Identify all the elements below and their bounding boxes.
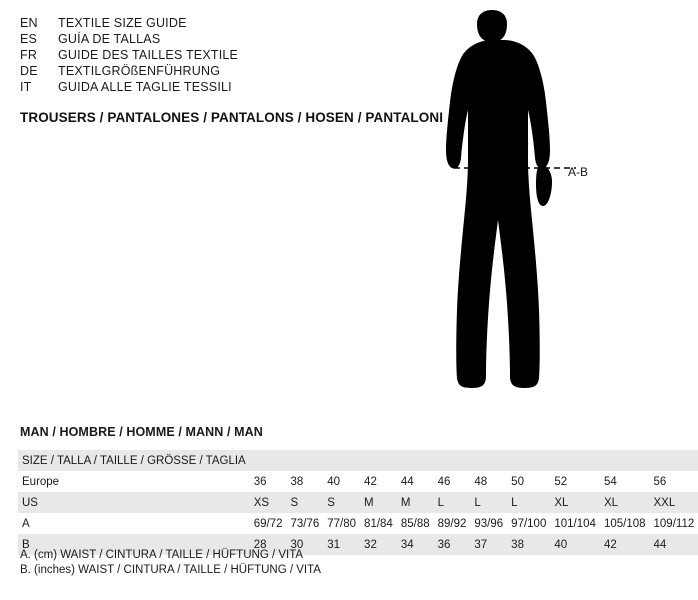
us-cell-2: S bbox=[286, 492, 323, 513]
language-title-it: GUIDA ALLE TAGLIE TESSILI bbox=[58, 80, 232, 94]
header-cell-3 bbox=[323, 450, 360, 471]
footnotes bbox=[20, 548, 321, 578]
us-cell-10: XL bbox=[600, 492, 650, 513]
header-cell-6 bbox=[434, 450, 471, 471]
a-cell-1: 69/72 bbox=[250, 513, 287, 534]
row-label-a: A bbox=[18, 513, 250, 534]
us-cell-3: S bbox=[323, 492, 360, 513]
language-row-de bbox=[20, 64, 420, 80]
us-cell-5: M bbox=[397, 492, 434, 513]
a-cell-3: 77/80 bbox=[323, 513, 360, 534]
language-code-en: EN bbox=[20, 16, 38, 30]
us-cell-8: L bbox=[507, 492, 550, 513]
europe-cell-8: 50 bbox=[507, 471, 550, 492]
b-cell-6: 36 bbox=[434, 534, 471, 555]
language-title-es: GUÍA DE TALLAS bbox=[58, 32, 161, 46]
footnote-b: B. (inches) WAIST / CINTURA / TAILLE / HÜFTUNG / VITA bbox=[20, 564, 321, 576]
a-cell-8: 97/100 bbox=[507, 513, 550, 534]
header-cell-9 bbox=[550, 450, 600, 471]
table-row-header bbox=[18, 450, 698, 471]
language-title-en: TEXTILE SIZE GUIDE bbox=[58, 16, 187, 30]
figure-illustration bbox=[410, 10, 600, 410]
us-cell-9: XL bbox=[550, 492, 600, 513]
us-cell-11: XXL bbox=[650, 492, 698, 513]
male-body-silhouette-icon bbox=[410, 10, 600, 410]
language-row-it bbox=[20, 80, 420, 96]
us-cell-6: L bbox=[434, 492, 471, 513]
row-label-us: US bbox=[18, 492, 250, 513]
language-code-fr: FR bbox=[20, 48, 38, 62]
a-cell-11: 109/112 bbox=[650, 513, 698, 534]
b-cell-9: 40 bbox=[550, 534, 600, 555]
language-title-de: TEXTILGRÖßENFÜHRUNG bbox=[58, 64, 221, 78]
a-cell-7: 93/96 bbox=[470, 513, 507, 534]
language-row-es bbox=[20, 32, 420, 48]
b-cell-1: 28 bbox=[250, 534, 287, 555]
b-cell-5: 34 bbox=[397, 534, 434, 555]
a-cell-6: 89/92 bbox=[434, 513, 471, 534]
table-row-a bbox=[18, 513, 698, 534]
size-table bbox=[18, 450, 698, 555]
b-cell-7: 37 bbox=[470, 534, 507, 555]
europe-cell-7: 48 bbox=[470, 471, 507, 492]
measure-label-ab: A-B bbox=[568, 165, 589, 179]
b-cell-3: 31 bbox=[323, 534, 360, 555]
header-cell-5 bbox=[397, 450, 434, 471]
table-row-europe bbox=[18, 471, 698, 492]
table-row-us bbox=[18, 492, 698, 513]
b-cell-10: 42 bbox=[600, 534, 650, 555]
header-cell-2 bbox=[286, 450, 323, 471]
europe-cell-1: 36 bbox=[250, 471, 287, 492]
europe-cell-9: 52 bbox=[550, 471, 600, 492]
language-row-en bbox=[20, 16, 420, 32]
europe-cell-11: 56 bbox=[650, 471, 698, 492]
header-cell-11 bbox=[650, 450, 698, 471]
language-code-de: DE bbox=[20, 64, 38, 78]
table-title: MAN / HOMBRE / HOMME / MANN / MAN bbox=[20, 425, 263, 439]
header-cell-1 bbox=[250, 450, 287, 471]
us-cell-4: M bbox=[360, 492, 397, 513]
a-cell-2: 73/76 bbox=[286, 513, 323, 534]
europe-cell-10: 54 bbox=[600, 471, 650, 492]
language-row-fr bbox=[20, 48, 420, 64]
us-cell-7: L bbox=[470, 492, 507, 513]
section-title: TROUSERS / PANTALONES / PANTALONS / HOSEN / PANTALONI bbox=[20, 110, 444, 125]
header-cell-8 bbox=[507, 450, 550, 471]
row-label-size: SIZE / TALLA / TAILLE / GRÖSSE / TAGLIA bbox=[18, 450, 250, 471]
header-cell-7 bbox=[470, 450, 507, 471]
b-cell-8: 38 bbox=[507, 534, 550, 555]
a-cell-9: 101/104 bbox=[550, 513, 600, 534]
europe-cell-4: 42 bbox=[360, 471, 397, 492]
b-cell-2: 30 bbox=[286, 534, 323, 555]
language-code-es: ES bbox=[20, 32, 38, 46]
a-cell-4: 81/84 bbox=[360, 513, 397, 534]
europe-cell-6: 46 bbox=[434, 471, 471, 492]
language-code-it: IT bbox=[20, 80, 32, 94]
language-title-fr: GUIDE DES TAILLES TEXTILE bbox=[58, 48, 239, 62]
language-header-block bbox=[20, 16, 420, 96]
a-cell-5: 85/88 bbox=[397, 513, 434, 534]
header-cell-10 bbox=[600, 450, 650, 471]
b-cell-4: 32 bbox=[360, 534, 397, 555]
a-cell-10: 105/108 bbox=[600, 513, 650, 534]
row-label-b: B bbox=[18, 534, 250, 555]
us-cell-1: XS bbox=[250, 492, 287, 513]
europe-cell-5: 44 bbox=[397, 471, 434, 492]
europe-cell-2: 38 bbox=[286, 471, 323, 492]
europe-cell-3: 40 bbox=[323, 471, 360, 492]
b-cell-11: 44 bbox=[650, 534, 698, 555]
footnote-a: A. (cm) WAIST / CINTURA / TAILLE / HÜFTUNG / VITA bbox=[20, 549, 304, 561]
row-label-europe: Europe bbox=[18, 471, 250, 492]
header-cell-4 bbox=[360, 450, 397, 471]
